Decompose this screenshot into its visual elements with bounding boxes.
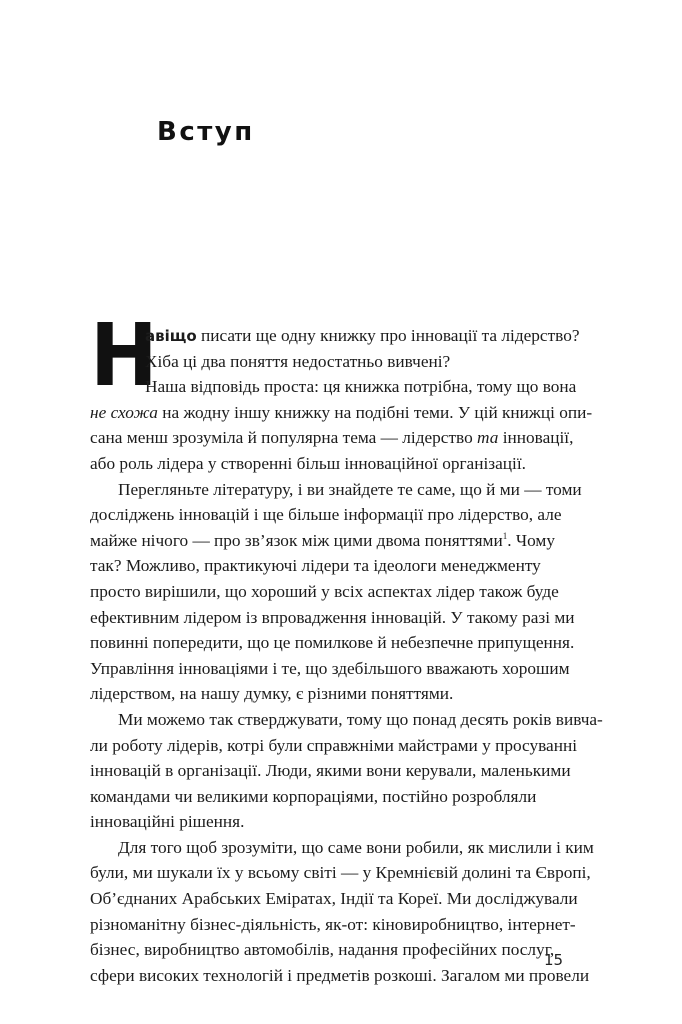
emphasis-text: та [477,428,499,448]
text-line: Хіба ці два поняття недостатньо вивчені? [145,351,451,371]
text-line: бізнес, виробництво автомобілів, надання професійних послуг, [90,940,555,960]
text-line: Перегляньте літературу, і ви знайдете те саме, що й ми — томи [118,479,582,499]
text-line: різноманітну бізнес-діяльність, як-от: кіновиробництво, інтернет- [90,914,576,934]
text-line: сфери високих технологій і предметів розкоші. Загалом ми провели [90,965,590,985]
text-line: або роль лідера у створенні більш інноваційної організації. [90,453,526,473]
footnote-marker[interactable]: 1 [502,530,508,541]
text-line: інноваційні рішення. [90,812,245,832]
text-line: ефективним лідером із впровадження інновацій. У такому разі ми [90,607,575,627]
text-line: повинні попередити, що це помилкове й небезпечне припущення. [90,633,575,653]
text-line: так? Можливо, практикуючі лідери та ідеологи менеджменту [90,556,541,576]
text-line: Управління інноваціями і те, що здебільшого вважають хорошим [90,658,570,678]
text-line: інновацій в організації. Люди, якими вони керували, маленькими [90,761,571,781]
text-line: просто вирішили, що хороший у всіх аспектах лідер також буде [90,581,559,601]
text-line: досліджень інновацій і ще більше інформації про лідерство, але [90,505,562,525]
text-line: Ми можемо так стверджувати, тому що понад десять років вивча- [118,709,603,729]
text-line: сана менш зрозуміла й популярна тема — лідерство та інновації, [90,428,574,448]
drop-cap-letter: Н [90,322,158,388]
text-line: Наша відповідь проста: ця книжка потрібна, тому що вона [145,377,577,397]
text-line: Об’єднаних Арабських Еміратах, Індії та Кореї. Ми досліджували [90,889,578,909]
text-line: майже нічого — про зв’язок між цими двома поняттями$^1$. Чому [90,530,555,550]
text-line: авіщо писати ще одну книжку про інновації та лідерство? [145,326,580,345]
text-line: ли роботу лідерів, котрі були справжніми майстрами у просуванні [90,735,578,755]
text-line: були, ми шукали їх у всьому світі — у Кремнієвій долині та Європі, [90,863,591,883]
text-line: лідерством, на нашу думку, є різними поняттями. [90,684,454,704]
chapter-title: Вступ [157,117,255,148]
page-number: 15 [544,951,564,969]
chapter-body [90,323,603,988]
text-line: не схожа на жодну іншу книжку на подібні теми. У цій книжці опи- [90,402,593,422]
lead-word: авіщо [145,327,197,345]
text-line: Для того щоб зрозуміти, що саме вони робили, як мислили і ким [118,837,594,857]
emphasis-text: не схожа [90,402,158,422]
text-line: командами чи великими корпораціями, постійно розробляли [90,786,537,806]
